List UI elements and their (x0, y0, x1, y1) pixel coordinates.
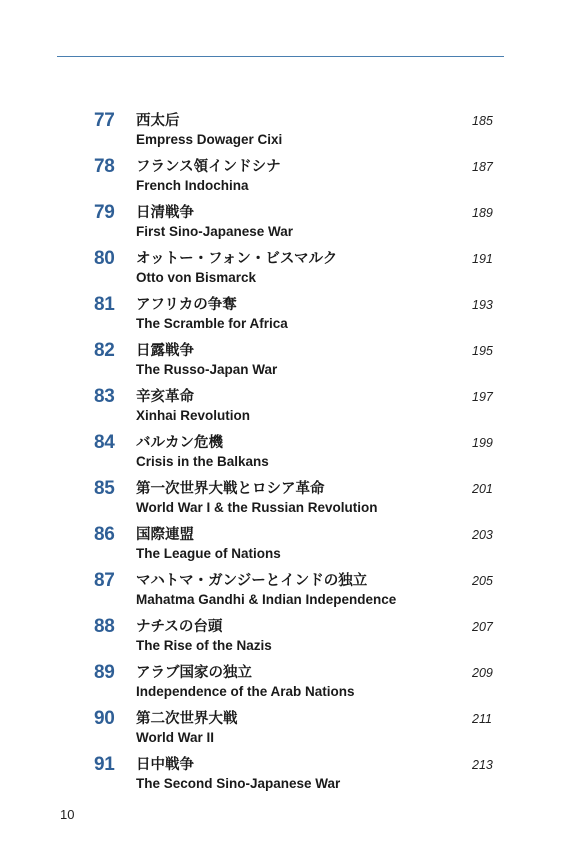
chapter-title-english: The Rise of the Nazis (136, 638, 272, 653)
page-number: 205 (472, 574, 493, 588)
page-number: 213 (472, 758, 493, 772)
toc-entry[interactable] (0, 294, 587, 340)
chapter-number: 83 (94, 386, 115, 407)
chapter-title-japanese: 辛亥革命 (136, 389, 194, 405)
chapter-title-english: The Russo-Japan War (136, 362, 278, 377)
page-number: 195 (472, 344, 493, 358)
chapter-number: 82 (94, 340, 115, 361)
page-number: 207 (472, 620, 493, 634)
toc-entry[interactable] (0, 156, 587, 202)
chapter-number: 88 (94, 616, 115, 637)
chapter-title-japanese: オットー・フォン・ビスマルク (136, 251, 338, 267)
chapter-number: 79 (94, 202, 115, 223)
page-number: 211 (472, 712, 492, 726)
chapter-title-english: French Indochina (136, 178, 249, 193)
chapter-title-japanese: ナチスの台頭 (136, 619, 223, 635)
toc-entry[interactable] (0, 110, 587, 156)
page-number: 203 (472, 528, 493, 542)
chapter-title-english: Mahatma Gandhi & Indian Independence (136, 592, 397, 607)
chapter-title-english: World War I & the Russian Revolution (136, 500, 378, 515)
chapter-number: 91 (94, 754, 115, 775)
toc-entry[interactable] (0, 754, 587, 800)
chapter-title-english: The Second Sino-Japanese War (136, 776, 341, 791)
toc-entry[interactable] (0, 524, 587, 570)
page-number: 189 (472, 206, 493, 220)
chapter-number: 89 (94, 662, 115, 683)
chapter-title-japanese: 国際連盟 (136, 527, 194, 543)
toc-entry[interactable] (0, 340, 587, 386)
folio-page-number: 10 (60, 807, 75, 822)
chapter-number: 80 (94, 248, 115, 269)
toc-entry[interactable] (0, 708, 587, 754)
top-rule (57, 56, 504, 57)
chapter-title-english: The Scramble for Africa (136, 316, 288, 331)
page-number: 187 (472, 160, 493, 174)
chapter-title-english: Otto von Bismarck (136, 270, 257, 285)
toc-entry[interactable] (0, 202, 587, 248)
page-number: 197 (472, 390, 493, 404)
toc-entry[interactable] (0, 478, 587, 524)
page-number: 185 (472, 114, 493, 128)
chapter-number: 87 (94, 570, 115, 591)
chapter-number: 84 (94, 432, 115, 453)
toc-entry[interactable] (0, 662, 587, 708)
toc-entry[interactable] (0, 570, 587, 616)
chapter-number: 77 (94, 110, 115, 131)
chapter-title-japanese: 西太后 (136, 113, 180, 129)
chapter-title-english: Empress Dowager Cixi (136, 132, 283, 147)
chapter-number: 90 (94, 708, 115, 729)
page-number: 199 (472, 436, 493, 450)
chapter-title-japanese: マハトマ・ガンジーとインドの独立 (136, 573, 368, 589)
chapter-title-japanese: 日中戦争 (136, 757, 194, 773)
page-number: 193 (472, 298, 493, 312)
table-of-contents (0, 110, 587, 800)
chapter-title-english: Independence of the Arab Nations (136, 684, 355, 699)
chapter-title-english: First Sino-Japanese War (136, 224, 294, 239)
chapter-title-english: The League of Nations (136, 546, 281, 561)
chapter-title-japanese: 第一次世界大戦とロシア革命 (136, 481, 325, 497)
chapter-number: 86 (94, 524, 115, 545)
chapter-number: 78 (94, 156, 115, 177)
chapter-number: 85 (94, 478, 115, 499)
chapter-title-japanese: アラブ国家の独立 (136, 665, 252, 681)
page-number: 191 (472, 252, 493, 266)
chapter-title-english: World War II (136, 730, 215, 745)
chapter-title-japanese: フランス領インドシナ (136, 159, 281, 175)
toc-entry[interactable] (0, 248, 587, 294)
toc-entry[interactable] (0, 386, 587, 432)
chapter-title-japanese: 日露戦争 (136, 343, 194, 359)
toc-entry[interactable] (0, 432, 587, 478)
chapter-number: 81 (94, 294, 115, 315)
chapter-title-japanese: アフリカの争奪 (136, 297, 237, 313)
page-number: 209 (472, 666, 493, 680)
chapter-title-japanese: 日清戦争 (136, 205, 194, 221)
toc-entry[interactable] (0, 616, 587, 662)
chapter-title-japanese: 第二次世界大戦 (136, 711, 238, 727)
chapter-title-japanese: バルカン危機 (136, 435, 223, 451)
chapter-title-english: Crisis in the Balkans (136, 454, 269, 469)
chapter-title-english: Xinhai Revolution (136, 408, 251, 423)
page-number: 201 (472, 482, 493, 496)
